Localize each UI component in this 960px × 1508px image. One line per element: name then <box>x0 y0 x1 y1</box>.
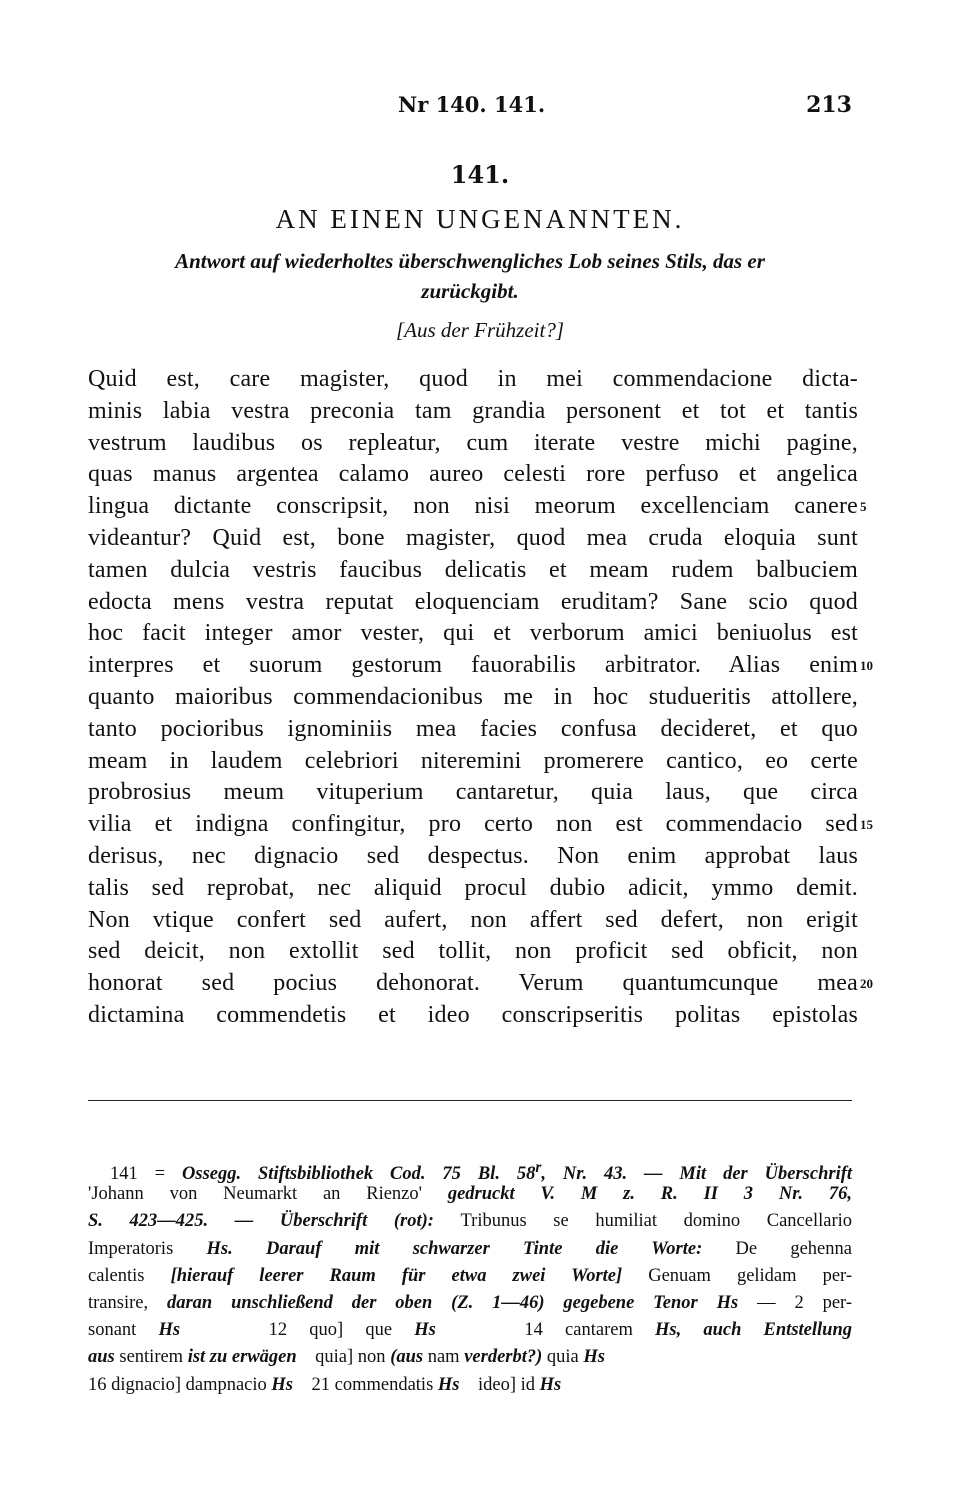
apparatus-text: — 2 per- <box>738 1292 852 1313</box>
body-line: vestrum laudibus os repleatur, cum iterate vestre michi pagine, <box>88 429 858 456</box>
apparatus-text: aus <box>88 1347 120 1368</box>
apparatus-text: r <box>535 1159 542 1176</box>
apparatus-line <box>88 1317 852 1344</box>
body-line: meam in laudem celebriori niteremini promerere cantico, eo certe <box>88 747 858 774</box>
page-number: 213 <box>806 92 852 118</box>
running-head-title: Nr 140. 141. <box>398 92 546 117</box>
apparatus-text: Ossegg. Stiftsbibliothek Cod. 75 Bl. 58 <box>182 1164 536 1185</box>
apparatus-text: Tribunus se humiliat domino Cancellario <box>460 1211 852 1232</box>
body-line: talis sed reprobat, nec aliquid procul dubio adicit, ymmo demit. <box>88 874 858 901</box>
body-line: quanto maioribus commendacionibus me in hoc studueritis attollere, <box>88 683 858 710</box>
apparatus-text: 'Johann von Neumarkt an Rienzo' <box>88 1184 448 1205</box>
apparatus-text: Hs. Darauf mit schwarzer Tinte die Worte: <box>206 1238 736 1259</box>
letter-subtitle <box>88 246 852 306</box>
letter-number: 141. <box>450 160 510 189</box>
apparatus-line <box>88 1344 852 1371</box>
apparatus-line <box>88 1290 852 1317</box>
apparatus-text: quia] non <box>296 1347 391 1368</box>
apparatus-text: S. 423—425. — Überschrift (rot): <box>88 1211 461 1232</box>
apparatus-text: Imperatoris <box>88 1238 207 1259</box>
apparatus-text: , Nr. 43. — Mit der Überschrift <box>541 1164 853 1185</box>
apparatus-text: gedruckt V. M z. R. II 3 Nr. 76, <box>447 1184 852 1205</box>
body-line: videantur? Quid est, bone magister, quod mea cruda eloquia sunt <box>88 524 858 551</box>
line-number: 5 <box>860 499 867 515</box>
apparatus-text: verderbt?) <box>464 1347 547 1368</box>
apparatus-text: 14 cantarem <box>435 1320 655 1341</box>
body-line: tanto pocioribus ignominiis mea facies confusa decideret, et quo <box>88 715 858 742</box>
apparatus-line <box>88 1372 852 1399</box>
body-line: dictamina commendetis et ideo conscripseritis politas epistolas <box>88 1001 858 1028</box>
apparatus-text: Hs <box>437 1374 460 1395</box>
apparatus-text: quia <box>546 1347 584 1368</box>
line-number: 20 <box>860 976 873 992</box>
body-line: hoc facit integer amor vester, qui et verborum amici beniuolus est <box>88 620 858 647</box>
apparatus-text: ideo] id <box>459 1374 540 1395</box>
apparatus-text: Hs <box>414 1320 436 1341</box>
apparatus-line <box>88 1154 853 1185</box>
body-line: Quid est, care magister, quod in mei commendacione dicta- <box>88 366 858 392</box>
apparatus-text: daran unschließend der oben (Z. 1—46) gegebene Tenor Hs <box>166 1292 739 1313</box>
apparatus-text: ist zu erwägen <box>187 1347 297 1368</box>
body-line: tamen dulcia vestris faucibus delicatis et meam rudem balbuciem <box>88 556 858 583</box>
apparatus-text: Hs, auch Entstellung <box>655 1320 852 1341</box>
running-head <box>88 92 852 122</box>
body-line: lingua dictante conscripsit, non nisi meorum excellenciam canere <box>88 493 858 520</box>
apparatus-line <box>88 1236 852 1263</box>
apparatus-line <box>88 1263 852 1290</box>
footnote-rule <box>88 1100 852 1101</box>
line-number: 15 <box>860 817 873 833</box>
apparatus-text: (aus <box>390 1347 428 1368</box>
apparatus-line <box>88 1181 852 1208</box>
body-line: edocta mens vestra reputat eloquenciam eruditam? Sane scio quod <box>88 588 858 615</box>
body-line: Non vtique confert sed aufert, non affert sed defert, non erigit <box>88 906 858 933</box>
apparatus-text: De gehenna <box>735 1238 852 1259</box>
apparatus-text: Hs <box>271 1374 293 1395</box>
apparatus-text: 141 = <box>110 1164 183 1185</box>
body-line: derisus, nec dignacio sed despectus. Non enim approbat laus <box>88 842 858 869</box>
body-line: vilia et indigna confingitur, pro certo non est commendacio sed <box>88 811 858 838</box>
apparatus-text: nam <box>427 1347 465 1368</box>
letter-body <box>88 364 858 1032</box>
apparatus-text: calentis <box>88 1265 171 1286</box>
body-line: sed deicit, non extollit sed tollit, non proficit sed obficit, non <box>88 938 858 965</box>
body-line: minis labia vestra preconia tam grandia personent et tot et tantis <box>88 397 858 424</box>
apparatus-text: 21 commendatis <box>293 1374 438 1395</box>
apparatus-text: Genuam gelidam per- <box>648 1265 852 1286</box>
apparatus-text: transire, <box>88 1292 167 1313</box>
subtitle-line: Antwort auf wiederholtes überschwengliches Lob seines Stils, das er <box>175 249 765 273</box>
body-line: honorat sed pocius dehonorat. Verum quantumcunque mea <box>88 970 858 997</box>
line-number: 10 <box>860 658 873 674</box>
apparatus-text: 16 dignacio] dampnacio <box>88 1374 272 1395</box>
apparatus-line <box>88 1208 852 1235</box>
apparatus-text: Hs <box>539 1374 562 1395</box>
letter-date: [Aus der Frühzeit?] <box>396 318 564 342</box>
apparatus-text: Hs <box>158 1320 181 1341</box>
letter-title: AN EINEN UNGENANNTEN. <box>275 204 685 234</box>
apparatus-text: 12 quo] que <box>180 1320 415 1341</box>
body-line: probrosius meum vituperium cantaretur, quia laus, que circa <box>88 779 858 806</box>
body-line: quas manus argentea calamo aureo celesti rore perfuso et angelica <box>88 461 858 488</box>
apparatus-text: sonant <box>88 1320 159 1341</box>
apparatus-text: sentirem <box>119 1347 188 1368</box>
apparatus-text: [hierauf leerer Raum für etwa zwei Worte] <box>170 1265 649 1286</box>
critical-apparatus <box>88 1154 852 1399</box>
subtitle-line: zurückgibt. <box>421 279 519 303</box>
apparatus-text: Hs <box>583 1347 605 1368</box>
body-line: interpres et suorum gestorum fauorabilis arbitrator. Alias enim <box>88 652 858 679</box>
